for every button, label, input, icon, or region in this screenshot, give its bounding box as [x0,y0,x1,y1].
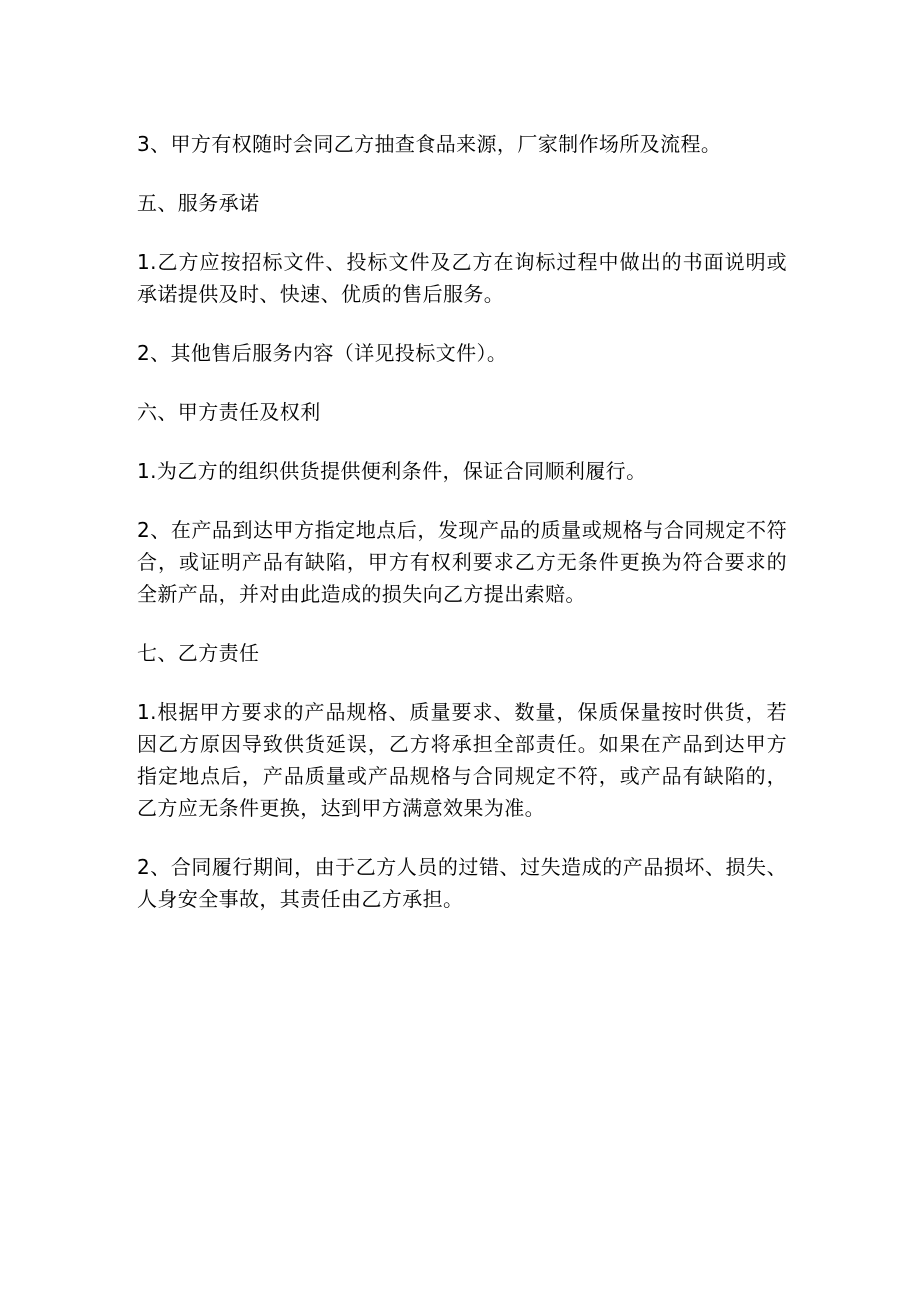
clause-2-party-b-liability: 2、合同履行期间，由于乙方人员的过错、过失造成的产品损坏、损失、人身安全事故，其责任由乙方承担。 [137,855,787,911]
clause-1-after-sales: 1.乙方应按招标文件、投标文件及乙方在询标过程中做出的书面说明或承诺提供及时、快速、优质的售后服务。 [137,250,787,306]
clause-3-inspection: 3、甲方有权随时会同乙方抽查食品来源，厂家制作场所及流程。 [137,132,722,156]
clause-1-party-a-support: 1.为乙方的组织供货提供便利条件，保证合同顺利履行。 [137,459,647,483]
document-body [137,128,787,915]
clause-2-party-a-claims: 2、在产品到达甲方指定地点后，发现产品的质量或规格与合同规定不符合，或证明产品有缺陷，甲方有权利要求乙方无条件更换为符合要求的全新产品，并对由此造成的损失向乙方提出索赔。 [137,518,787,606]
section-heading-service-commitment: 五、服务承诺 [137,191,260,215]
clause-1-party-b-supply: 1.根据甲方要求的产品规格、质量要求、数量，保质保量按时供货，若因乙方原因导致供货延误，乙方将承担全部责任。如果在产品到达甲方指定地点后，产品质量或产品规格与合同规定不符，或产品有缺陷的，乙方应无条件更换，达到甲方满意效果为准。 [137,700,787,820]
clause-2-other-services: 2、其他售后服务内容（详见投标文件）。 [137,341,508,365]
section-heading-party-a-rights: 六、甲方责任及权利 [137,400,321,424]
section-heading-party-b-duties: 七、乙方责任 [137,641,260,665]
